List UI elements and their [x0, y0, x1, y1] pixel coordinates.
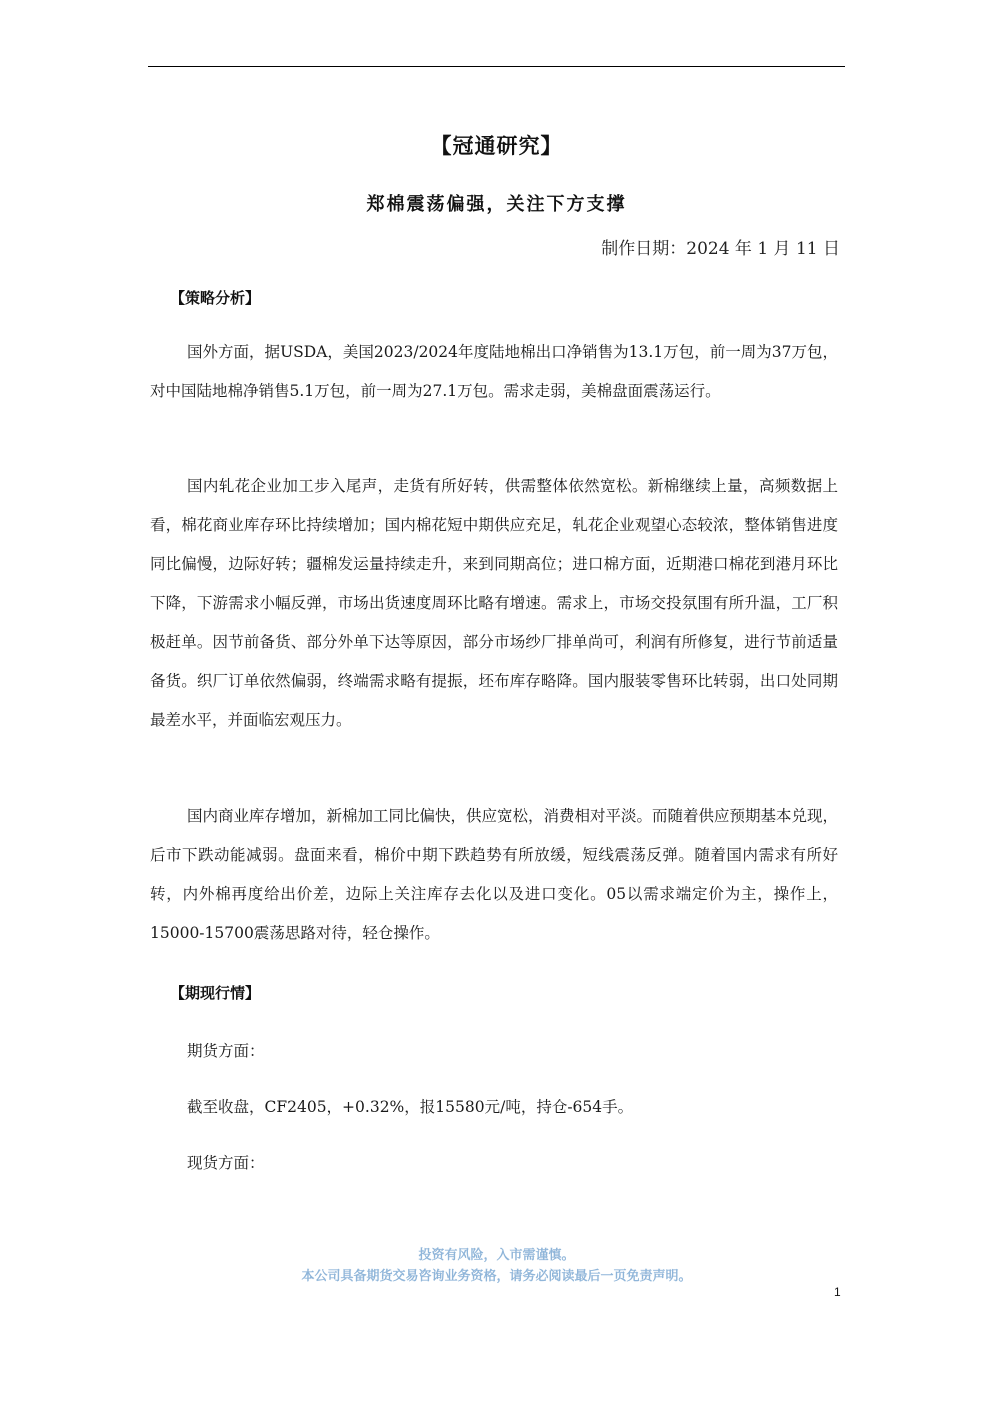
report-subtitle: 郑棉震荡偏强，关注下方支撑 [366, 194, 627, 215]
disclaimer-notice: 本公司具备期货交易咨询业务资格，请务必阅读最后一页免责声明。 [301, 1269, 692, 1284]
futures-label: 期货方面： [187, 1042, 265, 1060]
strategy-paragraph-2: 国内轧花企业加工步入尾声，走货有所好转，供需整体依然宽松。新棉继续上量，高频数据上看，棉花商业库存环比持续增加；国内棉花短中期供应充足，轧花企业观望心态较浓，整体销售进度同比偏慢，边际好转；疆棉发运量持续走升，来到同期高位；进口棉方面，近期港口棉花到港月环比下降，下游需求小幅反弹，市场出货速度周环比略有增速。需求上，市场交投氛围有所升温，工厂积极赶单。因节前备货、部分外单下达等原因，部分市场纱厂排单尚可，利润有所修复，进行节前适量备货。织厂订单依然偏弱，终端需求略有提振，坯布库存略降。国内服装零售环比转弱，出口处同期最差水平，并面临宏观压力。 [150, 477, 838, 729]
header-rule [148, 66, 845, 67]
document-title: 【冠通研究】 [430, 134, 563, 158]
strategy-heading: 【策略分析】 [170, 289, 261, 307]
report-date: 制作日期：2024 年 1 月 11 日 [601, 239, 840, 259]
strategy-paragraph-3: 国内商业库存增加，新棉加工同比偏快，供应宽松，消费相对平淡。而随着供应预期基本兑现，后市下跌动能减弱。盘面来看，棉价中期下跌趋势有所放缓，短线震荡反弹。随着国内需求有所好转，内外棉再度给出价差，边际上关注库存去化以及进口变化。05以需求端定价为主，操作上，15000-15700震荡思路对待，轻仓操作。 [150, 807, 839, 942]
page-number: 1 [834, 1285, 841, 1299]
spot-label: 现货方面： [187, 1154, 265, 1172]
futures-quote: 截至收盘，CF2405，+0.32%，报15580元/吨，持仓-654手。 [187, 1098, 634, 1116]
risk-warning: 投资有风险，入市需谨慎。 [418, 1248, 575, 1263]
strategy-paragraph-1: 国外方面，据USDA，美国2023/2024年度陆地棉出口净销售为13.1万包，前一周为37万包，对中国陆地棉净销售5.1万包，前一周为27.1万包。需求走弱，美棉盘面震荡运行。 [150, 343, 838, 400]
market-heading: 【期现行情】 [170, 984, 261, 1002]
